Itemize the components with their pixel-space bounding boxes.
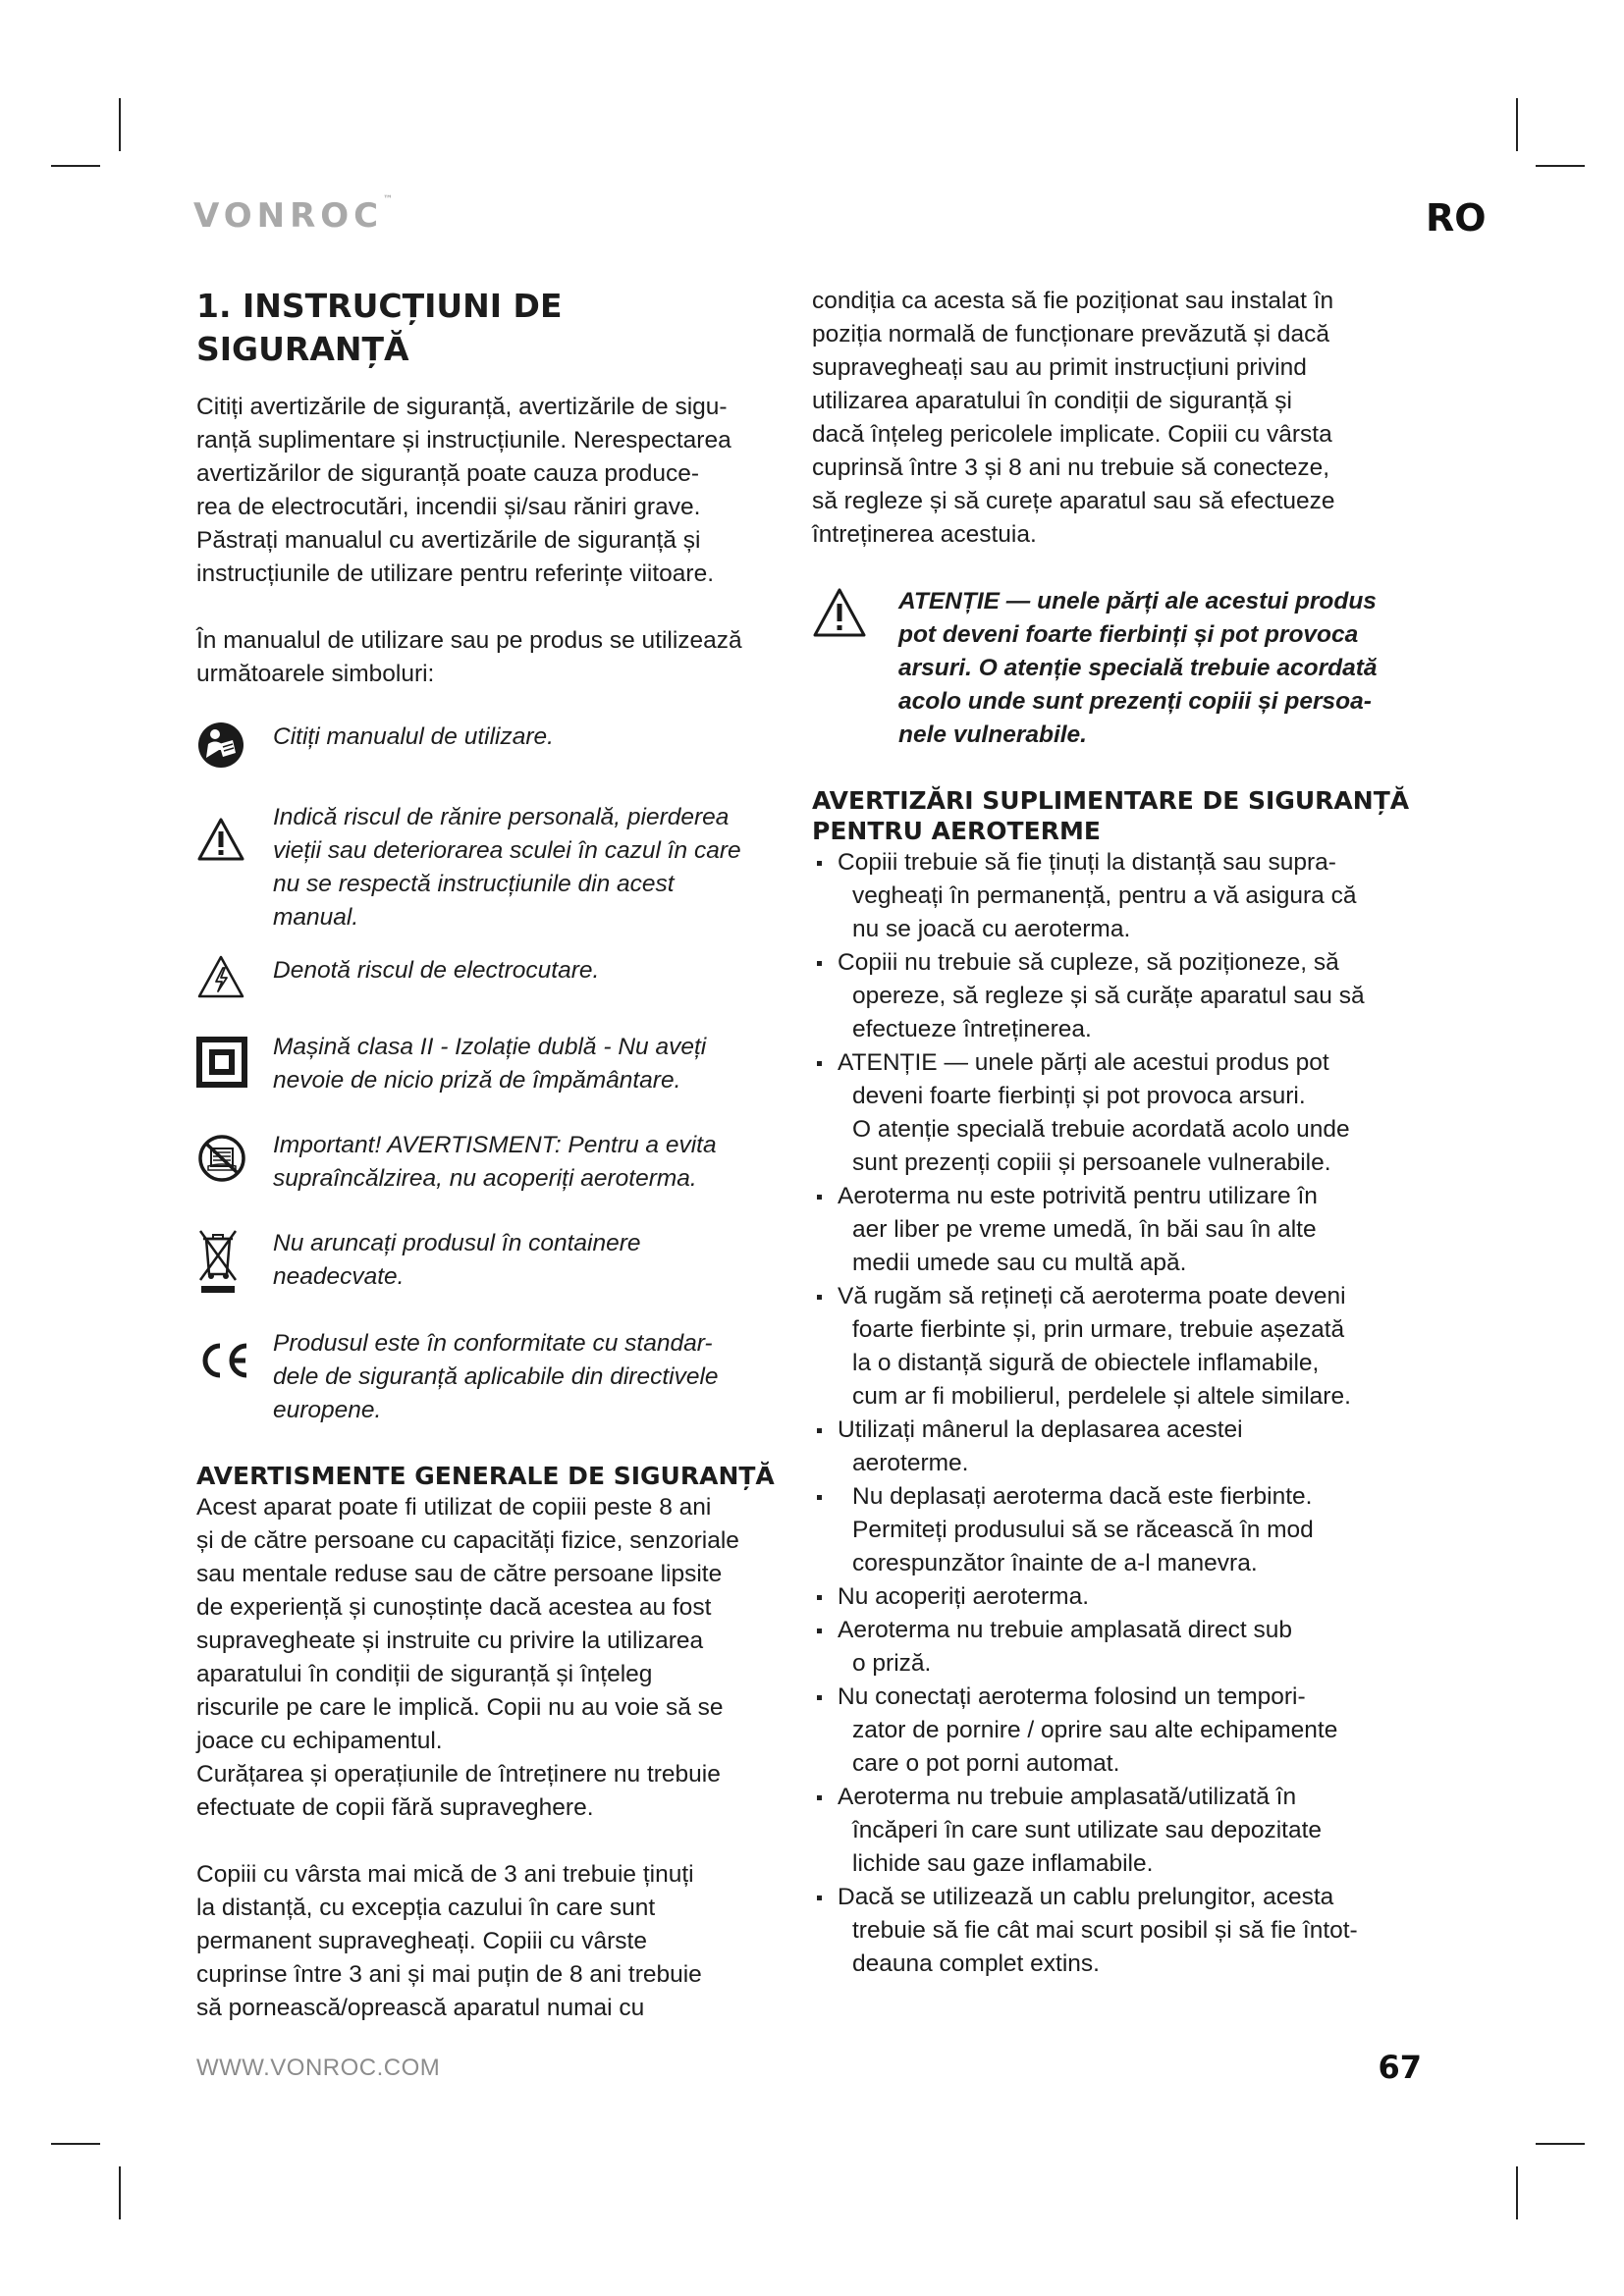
intro-paragraph <box>196 391 784 591</box>
hot-surface-warning <box>812 585 1421 752</box>
warning-line: ATENȚIE — unele părți ale acestui produs <box>898 588 1377 614</box>
warning-line: pot deveni foarte fierbinți și pot provoca <box>898 621 1359 648</box>
bullet-line: aer liber pe vreme umedă, în băi sau în alte <box>852 1216 1317 1243</box>
read-manual-icon <box>196 721 273 770</box>
paragraph-line: Curățarea și operațiunile de întreținere nu trebuie <box>196 1761 721 1788</box>
bullet-line: deauna complet extins. <box>852 1950 1100 1977</box>
crop-mark <box>1536 165 1585 167</box>
symbol-description <box>273 801 741 934</box>
do-not-cover-icon <box>196 1129 273 1184</box>
paragraph-line: să pornească/oprească aparatul numai cu <box>196 1995 645 2021</box>
bullet-line: care o pot porni automat. <box>852 1750 1120 1777</box>
paragraph-line: supravegheate și instruite cu privire la utilizarea <box>196 1628 704 1654</box>
language-code: RO <box>1426 196 1487 240</box>
bullet-line: Nu deplasați aeroterma dacă este fierbinte. <box>852 1483 1313 1510</box>
paragraph-line: efectuate de copii fără supraveghere. <box>196 1794 594 1821</box>
bullet-line: aeroterme. <box>852 1450 969 1476</box>
paragraph-line: cuprinse între 3 ani și mai puțin de 8 ani trebuie <box>196 1961 702 1988</box>
intro-line: ranță suplimentare și instrucțiunile. Nerespectarea <box>196 427 731 454</box>
bullet-line: Copiii nu trebuie să cupleze, să poziționeze, să <box>838 949 1339 976</box>
crop-mark <box>1516 98 1518 151</box>
list-item <box>812 1414 1421 1480</box>
symbol-text-line: Denotă riscul de electrocutare. <box>273 957 600 984</box>
symbol-description <box>273 1327 719 1427</box>
symbol-text-line: Indică riscul de rănire personală, pierderea <box>273 804 730 830</box>
paragraph-line: aparatului în condiții de siguranță și înțeleg <box>196 1661 653 1687</box>
list-item <box>812 946 1421 1046</box>
warning-triangle-icon <box>196 801 273 862</box>
bullet-line: opereze, să regleze și să curățe aparatul sau să <box>852 983 1365 1009</box>
bullet-line: foarte fierbinte și, prin urmare, trebuie așezată <box>852 1316 1345 1343</box>
bullet-line: corespunzător înainte de a-l manevra. <box>852 1550 1258 1576</box>
paragraph-line: cuprinsă între 3 și 8 ani nu trebuie să conecteze, <box>812 454 1330 481</box>
symbol-row-electric <box>196 954 784 999</box>
intro-line: avertizărilor de siguranță poate cauza produce- <box>196 460 700 487</box>
logo-trademark: ™ <box>383 194 394 205</box>
bullet-line: Nu acoperiți aeroterma. <box>838 1583 1090 1610</box>
symbol-row-weee <box>196 1227 784 1296</box>
symbol-row-do-not-cover <box>196 1129 784 1196</box>
bullet-line: o priză. <box>852 1650 932 1677</box>
bullet-line: la o distanță sigură de obiectele inflamabile, <box>852 1350 1320 1376</box>
symbol-text-line: Produsul este în conformitate cu standar- <box>273 1330 713 1357</box>
intro-line: Citiți avertizările de siguranță, avertizările de sigu- <box>196 394 728 420</box>
list-item <box>812 1280 1421 1414</box>
symbol-text-line: Mașină clasa II - Izolație dublă - Nu aveți <box>273 1034 707 1060</box>
crop-mark <box>119 2166 121 2219</box>
symbols-intro <box>196 624 784 691</box>
symbol-row-ce <box>196 1327 784 1427</box>
paragraph-line: riscurile pe care le implică. Copii nu au voie să se <box>196 1694 724 1721</box>
symbol-text-line: manual. <box>273 904 359 931</box>
paragraph-line: condiția ca acesta să fie poziționat sau instalat în <box>812 288 1334 314</box>
heading-line: AVERTIZĂRI SUPLIMENTARE DE SIGURANȚĂ <box>812 786 1410 815</box>
bullet-line: Utilizați mânerul la deplasarea acestei <box>838 1416 1243 1443</box>
paragraph-line: joace cu echipamentul. <box>196 1728 443 1754</box>
warning-line: acolo unde sunt prezenți copiii și persoa- <box>898 688 1372 715</box>
additional-warnings-heading <box>812 785 1421 846</box>
symbol-description <box>273 721 554 754</box>
bullet-line: cum ar fi mobilierul, perdelele și altele similare. <box>852 1383 1351 1410</box>
paragraph-line: de experiență și cunoștințe dacă acestea au fost <box>196 1594 712 1621</box>
bullet-line: ATENȚIE — unele părți ale acestui produs pot <box>838 1049 1329 1076</box>
list-item <box>812 1180 1421 1280</box>
bullet-line: medii umede sau cu multă apă. <box>852 1250 1187 1276</box>
general-warnings-paragraph <box>196 1491 784 1825</box>
bullet-line: trebuie să fie cât mai scurt posibil și să fie întot- <box>852 1917 1358 1944</box>
children-paragraph <box>196 1858 784 2025</box>
symbol-row-read-manual <box>196 721 784 770</box>
general-warnings-heading: AVERTISMENTE GENERALE DE SIGURANȚĂ <box>196 1462 775 1490</box>
bullet-line: Vă rugăm să rețineți că aeroterma poate deveni <box>838 1283 1346 1309</box>
bullet-line: lichide sau gaze inflamabile. <box>852 1850 1154 1877</box>
paragraph-line: și de către persoane cu capacități fizice, senzoriale <box>196 1527 739 1554</box>
symbol-text-line: nevoie de nicio priză de împământare. <box>273 1067 681 1094</box>
bullet-line: Aeroterma nu este potrivită pentru utilizare în <box>838 1183 1318 1209</box>
bullet-line: vegheați în permanență, pentru a vă asigura că <box>852 882 1357 909</box>
list-item <box>812 1480 1421 1580</box>
warnings-list <box>812 846 1421 1981</box>
bullet-line: O atenție specială trebuie acordată acolo unde <box>852 1116 1350 1143</box>
symbol-description <box>273 1227 641 1294</box>
bullet-line: Dacă se utilizează un cablu prelungitor, acesta <box>838 1884 1334 1910</box>
symbol-text-line: dele de siguranță aplicabile din directivele <box>273 1363 719 1390</box>
bullet-line: sunt prezenți copiii și persoanele vulnerabile. <box>852 1149 1331 1176</box>
list-item <box>812 1580 1421 1614</box>
left-column <box>196 285 784 2025</box>
crop-mark <box>1536 2143 1585 2145</box>
paragraph-line: dacă înțeleg pericolele implicate. Copiii cu vârsta <box>812 421 1332 448</box>
list-item <box>812 1681 1421 1781</box>
symbol-text-line: Nu aruncați produsul în containere <box>273 1230 641 1256</box>
symbol-text-line: europene. <box>273 1397 382 1423</box>
right-column <box>812 285 1421 1981</box>
paragraph-line: poziția normală de funcționare prevăzută și dacă <box>812 321 1330 347</box>
logo-text: VONROC <box>193 196 384 236</box>
symbol-row-warning <box>196 801 784 934</box>
bullet-line: încăperi în care sunt utilizate sau depozitate <box>852 1817 1323 1843</box>
bullet-line: Nu conectați aeroterma folosind un tempori- <box>838 1683 1306 1710</box>
ce-mark-icon <box>196 1327 273 1380</box>
section-title: 1. INSTRUCȚIUNI DE SIGURANȚĂ <box>196 287 563 368</box>
symbol-description <box>273 1129 717 1196</box>
symbol-description <box>273 954 599 988</box>
bullet-line: Permiteți produsului să se răcească în mod <box>852 1517 1314 1543</box>
page-number: 67 <box>1378 2049 1422 2086</box>
warning-triangle-icon <box>812 585 898 648</box>
symbol-text-line: Citiți manualul de utilizare. <box>273 723 554 750</box>
list-item <box>812 1781 1421 1881</box>
continued-paragraph <box>812 285 1421 552</box>
list-item <box>812 1614 1421 1681</box>
symbol-text-line: neadecvate. <box>273 1263 405 1290</box>
crop-mark <box>51 2143 100 2145</box>
symbol-text-line: supraîncălzirea, nu acoperiți aeroterma. <box>273 1165 697 1192</box>
intro-line: instrucțiunile de utilizare pentru referințe viitoare. <box>196 561 715 587</box>
bullet-line: Aeroterma nu trebuie amplasată direct sub <box>838 1617 1293 1643</box>
paragraph-line: să regleze și să curețe aparatul sau să efectueze <box>812 488 1335 514</box>
list-item <box>812 1046 1421 1180</box>
paragraph-line: permanent supravegheați. Copiii cu vârste <box>196 1928 647 1954</box>
bullet-line: deveni foarte fierbinți și pot provoca arsuri. <box>852 1083 1306 1109</box>
paragraph-line: Acest aparat poate fi utilizat de copiii peste 8 ani <box>196 1494 712 1521</box>
crop-mark <box>1516 2166 1518 2219</box>
paragraph-line: supravegheați sau au primit instrucțiuni privind <box>812 354 1307 381</box>
crop-mark <box>51 165 100 167</box>
bullet-line: zator de pornire / oprire sau alte echipamente <box>852 1717 1338 1743</box>
bullet-line: Copiii trebuie să fie ținuți la distanță sau supra- <box>838 849 1336 876</box>
symbol-text-line: nu se respectă instrucțiunile din acest <box>273 871 675 897</box>
paragraph-line: Copiii cu vârsta mai mică de 3 ani trebuie ținuți <box>196 1861 694 1888</box>
bullet-line: Aeroterma nu trebuie amplasată/utilizată în <box>838 1784 1297 1810</box>
bullet-line: nu se joacă cu aeroterma. <box>852 916 1131 942</box>
crop-mark <box>119 98 121 151</box>
paragraph-line: întreținerea acestuia. <box>812 521 1037 548</box>
symbol-row-class-2 <box>196 1031 784 1097</box>
paragraph-line: sau mentale reduse sau de către persoane lipsite <box>196 1561 723 1587</box>
symbols-intro-line: În manualul de utilizare sau pe produs se utilizează <box>196 627 742 654</box>
weee-bin-icon <box>196 1227 273 1296</box>
symbol-text-line: Important! AVERTISMENT: Pentru a evita <box>273 1132 717 1158</box>
symbol-description <box>273 1031 706 1097</box>
footer-website-url: WWW.VONROC.COM <box>196 2055 441 2081</box>
warning-line: nele vulnerabile. <box>898 721 1087 748</box>
list-item <box>812 1881 1421 1981</box>
bullet-line: efectueze întreținerea. <box>852 1016 1092 1042</box>
intro-line: Păstrați manualul cu avertizările de siguranță și <box>196 527 701 554</box>
brand-logo <box>193 196 393 236</box>
intro-line: rea de electrocutări, incendii și/sau răniri grave. <box>196 494 701 520</box>
paragraph-line: utilizarea aparatului în condiții de siguranță și <box>812 388 1292 414</box>
electric-shock-icon <box>196 954 273 999</box>
paragraph-line: la distanță, cu excepția cazului în care sunt <box>196 1895 656 1921</box>
hot-warning-text <box>898 585 1377 752</box>
warning-line: arsuri. O atenție specială trebuie acordată <box>898 655 1378 681</box>
symbol-text-line: vieții sau deteriorarea sculei în cazul în care <box>273 837 741 864</box>
heading-line: PENTRU AEROTERME <box>812 817 1101 845</box>
list-item <box>812 846 1421 946</box>
symbols-intro-line: următoarele simboluri: <box>196 661 435 687</box>
class-2-double-insulation-icon <box>196 1031 273 1088</box>
